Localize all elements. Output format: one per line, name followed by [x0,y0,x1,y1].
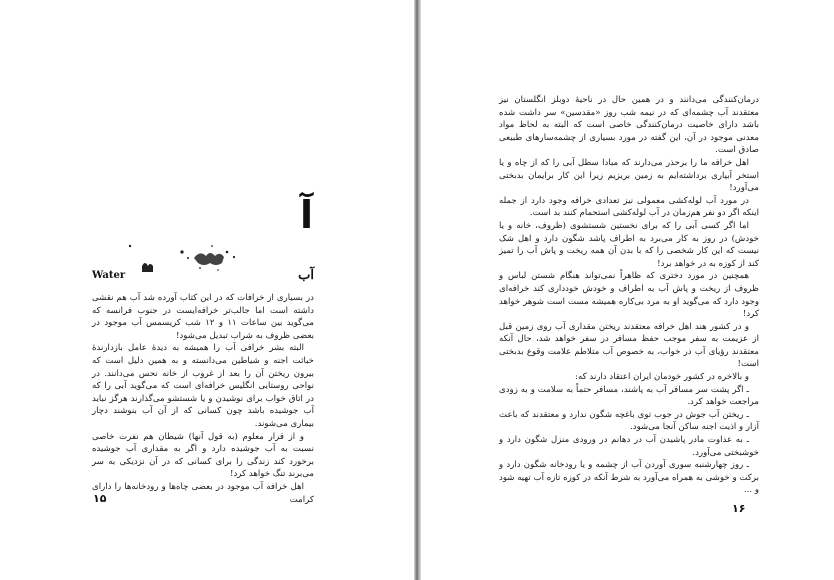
paragraph: و از قرار معلوم (به قول آنها) شیطان هم نفرت خاصی نسبت به آب جوشیده دارد و اگر به مقداری آب جوشیده برخورد کند زندگی را برای کسانی که در آن نزدیکی به سر می‌برند تنگ خواهد کرد! [92,431,314,480]
paragraph: اهل خرافه ما را برحذر می‌دارند که مبادا سطل آبی را که از چاه و یا استخر آبیاری برداشته‌ایم به زمین بریزیم زیرا این کار برایمان بدبختی می‌آورد! [499,157,759,194]
paragraph: در بسیاری از خرافات که در این کتاب آورده شد آب هم نقشی داشته است اما جالب‌تر خرافه‌ایست در جنوب فرانسه که می‌گوید بین ساعات ۱۱ و ۱۲ شب کریسمس آب موجود در بعضی ظروف به شراب تبدیل می‌شود! [92,293,314,341]
paragraph: ـ روز چهارشنبه سوری آوردن آب از چشمه و یا رودخانه شگون دارد و برکت و خوشی به همراه می‌آورد به شرط آنکه در کوزه تازه آب تهیه شود و ... [499,460,759,496]
paragraph: ـ اگر پشت سر مسافر آب به پاشند، مسافر حتماً به سلامت و به زودی مراجعت خواهد کرد. [499,384,759,408]
entry-title-latin: Water [92,270,126,281]
entry-title-persian: آب [298,268,314,283]
entry-heading [92,270,314,286]
left-body-text [92,292,314,506]
page-number: ۱۶ [732,502,746,515]
left-page [0,0,414,580]
paragraph: البته بشر خرافی آب را همیشه به دیدهٔ عامل بازدارندهٔ خباثت اجنه و شیاطین می‌دانسته و به همین دلیل است که بیرون ریختن آن را بعد از غروب از خانه نحس می‌دانند. در نواحی روستایی انگلیس خرافه‌ای است که می‌گوید آبی را که در اتاق خواب برای نوشیدن و یا شستشو می‌گذارند هرگز نباید آب جوشیده باشد چون کسانی که از آن آب بنوشند دچار بیماری می‌شوند. [92,343,314,429]
right-body-text [499,94,759,497]
paragraph: اما اگر کسی آبی را که برای نخستین شستشوی (ظروف، خانه و یا خودش) در روز به کار می‌برد به اطراف پاشد شگون دارد و اهل شک نیست که این کار شخصی را که با بدن آن همه ریخت و پاش آب را تمیز کند از کوزه به در خواهد برد! [499,220,759,269]
paragraph: درمان‌کنندگی می‌دانند و در همین حال در ناحیهٔ دوبلز انگلستان نیز معتقدند آب چشمه‌ای که در نیمه شب روز «مقدسین» سر داشت شده باشد دارای خاصیت درمان‌کنندگی خاصی است که البته به لحاظ مواد معدنی موجود در آن، این گفته در مورد بسیاری از چشمه‌سارهای طبیعی صادق است. [499,95,759,156]
section-letter: آ [300,193,314,237]
paragraph: و در کشور هند اهل خرافه معتقدند ریختن مقداری آب روی زمین قبل از عزیمت به سفر موجب حفظ مسافر در سفر خواهد شد، حال آنکه معتقدند رؤیای آب در خواب، به خصوص آب متلاطم علامت وقوع بدبختی است! [499,321,759,370]
paragraph: ـ به عداوت مادر پاشیدن آب در دهانم در ورودی منزل شگون دارد و خوشبختی می‌آورد. [499,435,759,458]
right-page [421,0,834,580]
paragraph: اهل خرافه آب موجود در بعضی چاه‌ها و رودخانه‌ها را دارای کرامت [92,481,314,505]
paragraph: و بالاخره در کشور خودمان ایران اعتقاد دارند که: [575,372,749,383]
paragraph: همچنین در مورد دختری که ظاهراً نمی‌تواند هنگام شستن لباس و ظروف از ریخت و پاش آب به اطراف و خودش خودداری کند خرافه‌ای وجود دارد که می‌گوید او به مرد بی‌کاره همیشه مست است شوهر خواهد کرد! [499,271,759,320]
paragraph: در مورد آب لوله‌کشی معمولی نیز تعدادی خرافه وجود دارد از جمله اینکه اگر دو نفر هم‌زمان در آب لوله‌کشی استحمام کنند بد است. [499,195,759,219]
page-number: ۱۵ [93,492,107,505]
book-gutter [414,0,421,580]
paragraph: ـ ریختن آب جوش در جوب توی باغچه شگون ندارد و معتقدند که باعث آزار و اذیت اجنه ساکن آنجا می‌شود. [499,409,759,433]
